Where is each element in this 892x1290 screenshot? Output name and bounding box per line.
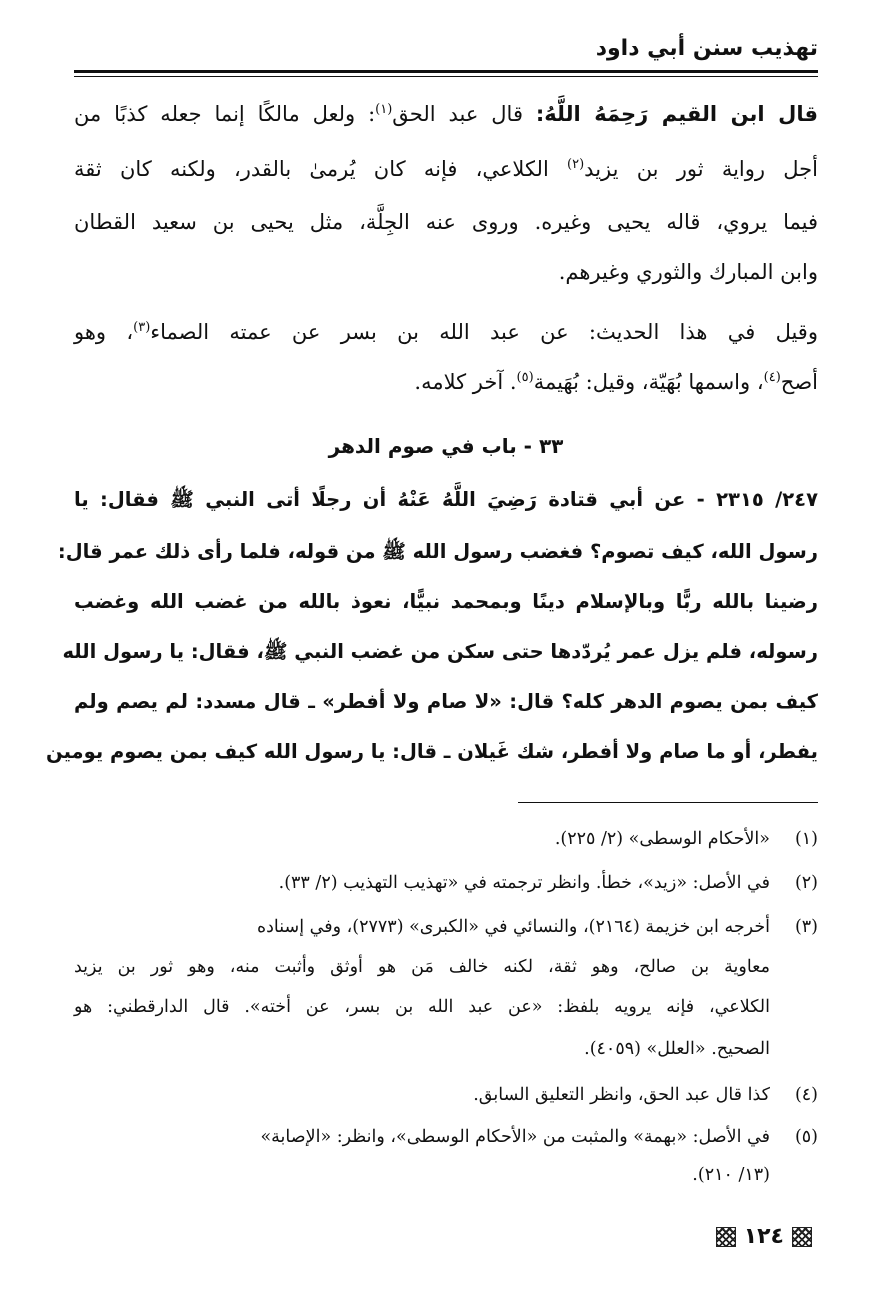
paragraph-1-line-4: وابن المبارك والثوري وغيرهم. [558,260,818,284]
footnote-text: «الأحكام الوسطى» (٢/ ٢٢٥). [554,829,770,849]
footnote-3-line-4: الصحيح. «العلل» (٤٠٥٩). [584,1039,770,1059]
text-span: قال عبد الحق [392,102,523,126]
footnote-3-line-3: الكلاعي، فإنه يرويه بلفظ: «عن عبد الله بن بسر، عن أخته». قال الدارقطني: هو [74,997,770,1017]
text-span: ، واسمها بُهَيّة، وقيل: بُهَيمة [533,370,764,394]
hadith-line-3: رضينا بالله ربًّا وبالإسلام دينًا وبمحمد نبيًّا، نعوذ بالله من غضب الله وغضب [74,590,818,613]
paragraph-2-line-1 [74,318,818,346]
footnote-ref-2: (٢) [567,157,585,172]
footnote-ref-3: (٣) [133,320,151,335]
footnote-ref-1: (١) [375,102,393,117]
footnote-text: كذا قال عبد الحق، وانظر التعليق السابق. [473,1085,770,1105]
paragraph-2-line-2 [74,368,818,396]
footnote-text: في الأصل: «زيد»، خطأ. وانظر ترجمته في «تهذيب التهذيب (٢/ ٣٣). [278,873,770,893]
ornament-icon [792,1227,812,1247]
footnote-number: (٢) [794,873,818,893]
header-rule-thick [74,70,818,73]
text-span: أصح [780,370,818,394]
text-span: الكلاعي، فإنه كان يُرمىٰ بالقدر، ولكنه كان ثقة [74,157,549,181]
hadith-line-5: كيف بمن يصوم الدهر كله؟ قال: «لا صام ولا أفطر» ـ قال مسدد: لم يصم ولم [74,690,818,713]
footnote-number: (٥) [794,1127,818,1147]
text-span: . آخر كلامه. [414,370,517,394]
hadith-line-2: رسول الله، كيف تصوم؟ فغضب رسول الله ﷺ من قوله، فلما رأى ذلك عمر قال: [57,540,818,563]
hadith-line-1: ٢٤٧/ ٢٣١٥ - عن أبي قتادة رَضِيَ اللَّهُ عَنْهُ أن رجلًا أتى النبي ﷺ فقال: يا [74,488,818,511]
text-span: وقيل في هذا الحديث: عن عبد الله بن بسر عن عمته الصماء [150,320,818,344]
page-number: ١٢٤ [743,1224,784,1249]
footnote-text: أخرجه ابن خزيمة (٢١٦٤)، والنسائي في «الكبرى» (٢٧٧٣)، وفي إسناده [256,917,770,937]
paragraph-1-line-1 [74,100,818,128]
footnote-separator [518,802,818,803]
ornament-icon [716,1227,736,1247]
footnote-ref-5: (٥) [516,370,534,385]
paragraph-1-line-3: فيما يروي، قاله يحيى وغيره. وروى عنه الجِلَّة، مثل يحيى بن سعيد القطان [74,210,818,234]
text-span: أجل رواية ثور بن يزيد [584,157,818,181]
footnote-number: (٤) [794,1085,818,1105]
header-rule-thin [74,76,818,77]
footnote-5-line-2: (١٣/ ٢١٠). [692,1165,770,1185]
text-span: : ولعل مالكًا إنما جعله كذبًا من [74,102,376,126]
text-span: ، وهو [74,320,134,344]
ibn-qayyim-lead: قال ابن القيم رَحِمَهُ اللَّهُ: [535,102,818,126]
footnote-3-line-2: معاوية بن صالح، وهو ثقة، لكنه خالف مَن هو أوثق وأثبت منه، وهو ثور بن يزيد [74,957,770,977]
footnote-number: (١) [794,829,818,849]
hadith-line-6: يفطر، أو ما صام ولا أفطر، شك غَيلان ـ قال: يا رسول الله كيف بمن يصوم يومين [46,740,818,763]
footnote-ref-4: (٤) [763,370,781,385]
footnote-text: في الأصل: «بهمة» والمثبت من «الأحكام الوسطى»، وانظر: «الإصابة» [260,1127,770,1147]
section-heading: ٣٣ - باب في صوم الدهر [328,434,564,458]
hadith-line-4: رسوله، فلم يزل عمر يُردّدها حتى سكن من غضب النبي ﷺ، فقال: يا رسول الله [62,640,818,663]
footnote-number: (٣) [794,917,818,937]
paragraph-1-line-2 [74,155,818,183]
running-header-title: تهذيب سنن أبي داود [595,36,818,61]
page-number-block [716,1224,812,1249]
